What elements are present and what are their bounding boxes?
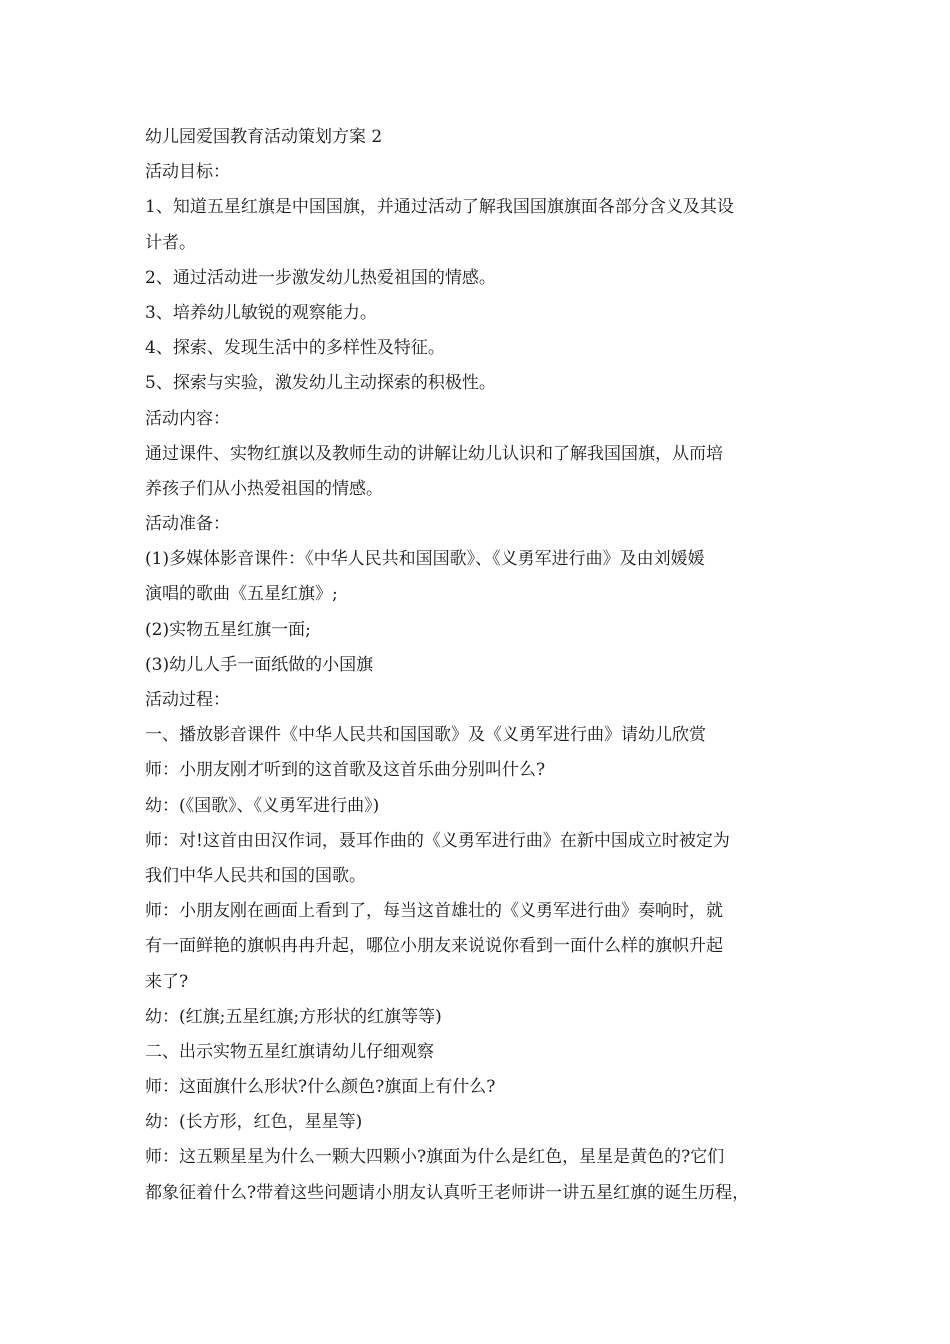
text-line: (1)多媒体影音课件：《中华人民共和国国歌》、《义勇军进行曲》及由刘媛媛 xyxy=(145,549,705,570)
section-heading-content: 活动内容： xyxy=(145,408,230,429)
text-line: 师：对!这首由田汉作词，聂耳作曲的《义勇军进行曲》在新中国成立时被定为 xyxy=(145,830,730,851)
text-line: 师：这面旗什么形状?什么颜色?旗面上有什么? xyxy=(145,1077,496,1098)
text-line: 有一面鲜艳的旗帜冉冉升起，哪位小朋友来说说你看到一面什么样的旗帜升起 xyxy=(145,936,723,957)
text-line: 通过课件、实物红旗以及教师生动的讲解让幼儿认识和了解我国国旗，从而培 xyxy=(145,443,723,464)
text-line: 幼：(红旗;五星红旗;方形状的红旗等等) xyxy=(145,1006,442,1027)
text-line: 5、探索与实验，激发幼儿主动探索的积极性。 xyxy=(145,373,496,394)
text-line: 3、培养幼儿敏锐的观察能力。 xyxy=(145,302,377,323)
document-title: 幼儿园爱国教育活动策划方案 2 xyxy=(145,127,383,147)
text-line: 师：小朋友刚在画面上看到了，每当这首雄壮的《义勇军进行曲》奏响时，就 xyxy=(145,901,723,922)
text-line: 4、探索、发现生活中的多样性及特征。 xyxy=(145,338,445,359)
text-line: 一、播放影音课件《中华人民共和国国歌》及《义勇军进行曲》请幼儿欣赏 xyxy=(145,725,706,746)
text-line: 2、通过活动进一步激发幼儿热爱祖国的情感。 xyxy=(145,267,496,288)
section-heading-process: 活动过程： xyxy=(145,690,230,710)
section-heading-preparation: 活动准备： xyxy=(145,514,230,535)
text-line: (3)幼儿人手一面纸做的小国旗 xyxy=(145,654,374,675)
text-line: 计者。 xyxy=(145,232,196,253)
text-line: 幼：(《国歌》、《义勇军进行曲》) xyxy=(145,795,380,816)
text-line: 二、出示实物五星红旗请幼儿仔细观察 xyxy=(145,1041,434,1062)
text-line: (2)实物五星红旗一面; xyxy=(145,619,311,640)
text-line: 1、知道五星红旗是中国国旗，并通过活动了解我国国旗旗面各部分含义及其设 xyxy=(145,197,734,218)
text-line: 师：这五颗星星为什么一颗大四颗小?旗面为什么是红色，星星是黄色的?它们 xyxy=(145,1147,725,1168)
text-line: 我们中华人民共和国的国歌。 xyxy=(145,865,366,886)
document-body xyxy=(145,120,810,1211)
text-line: 来了? xyxy=(145,971,189,992)
text-line: 都象征着什么?带着这些问题请小朋友认真听王老师讲一讲五星红旗的诞生历程， xyxy=(145,1182,750,1203)
text-line: 演唱的歌曲《五星红旗》; xyxy=(145,584,338,605)
section-heading-goals: 活动目标： xyxy=(145,162,230,183)
text-line: 幼：(长方形，红色，星星等) xyxy=(145,1112,363,1133)
text-line: 师：小朋友刚才听到的这首歌及这首乐曲分别叫什么? xyxy=(145,760,546,781)
text-line: 养孩子们从小热爱祖国的情感。 xyxy=(145,478,383,499)
